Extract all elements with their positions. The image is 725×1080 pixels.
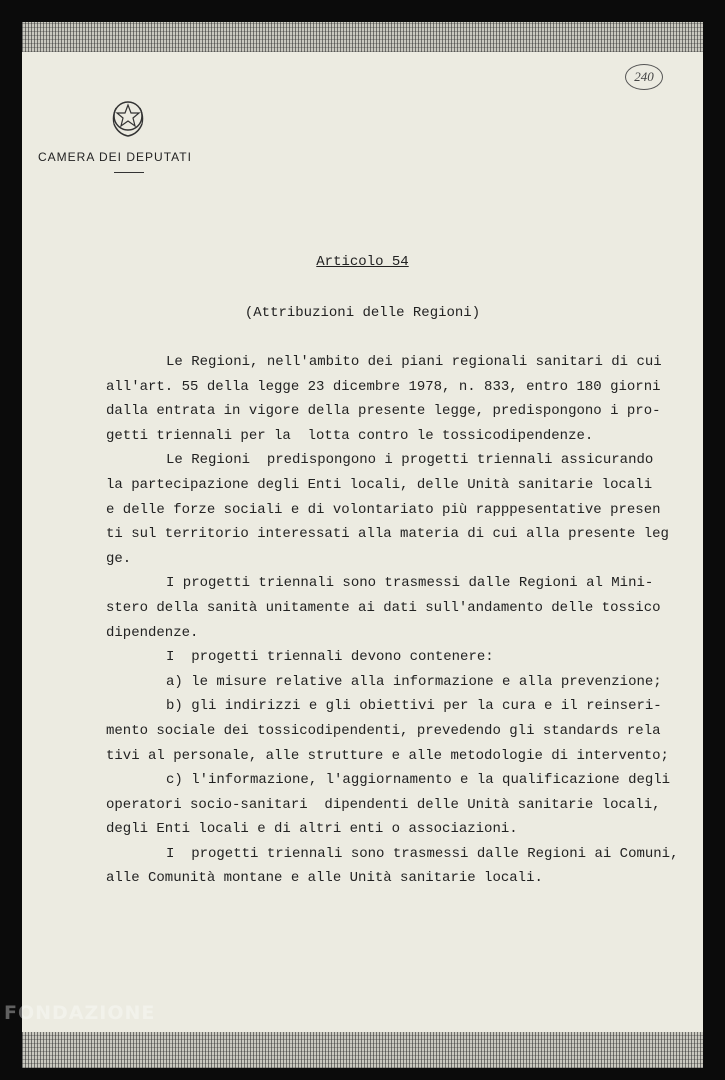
- header-divider: [114, 172, 144, 173]
- text-line: mento sociale dei tossicodipendenti, prevedendo gli standards rela: [106, 722, 661, 739]
- text-line: Le Regioni predispongono i progetti triennali assicurando: [166, 452, 654, 469]
- text-line: stero della sanità unitamente ai dati sull'andamento delle tossico: [106, 599, 661, 616]
- text-line: getti triennali per la lotta contro le tossicodipendenze.: [106, 427, 594, 444]
- text-line: ti sul territorio interessati alla materia di cui alla presente leg: [106, 526, 669, 543]
- republic-emblem-icon: [108, 96, 148, 140]
- text-line: alle Comunità montane e alle Unità sanitarie locali.: [106, 870, 543, 887]
- text-line: degli Enti locali e di altri enti o associazioni.: [106, 821, 518, 838]
- document-page: [22, 22, 703, 1068]
- article-subtitle: (Attribuzioni delle Regioni): [244, 305, 481, 321]
- text-line: ge.: [106, 550, 132, 567]
- text-line: all'art. 55 della legge 23 dicembre 1978, n. 833, entro 180 giorni: [106, 378, 661, 395]
- scan-border-top: [22, 22, 703, 52]
- text-line: I progetti triennali devono contenere:: [166, 649, 494, 666]
- scan-border-bottom: [22, 1032, 703, 1068]
- text-line: la partecipazione degli Enti locali, delle Unità sanitarie locali: [106, 476, 653, 493]
- watermark: FONDAZIONE: [4, 1002, 156, 1024]
- article-title: Articolo 54: [316, 254, 409, 270]
- text-line: tivi al personale, alle strutture e alle metodologie di intervento;: [106, 747, 669, 764]
- list-item: b) gli indirizzi e gli obiettivi per la cura e il reinseri-: [166, 698, 662, 715]
- text-line: dipendenze.: [106, 624, 199, 641]
- article-body: [106, 350, 686, 891]
- text-line: I progetti triennali sono trasmessi dalle Regioni al Mini-: [166, 575, 654, 592]
- institution-name: CAMERA DEI DEPUTATI: [38, 150, 192, 164]
- list-item: a) le misure relative alla informazione e alla prevenzione;: [166, 673, 662, 690]
- text-line: dalla entrata in vigore della presente legge, predispongono i pro-: [106, 403, 661, 420]
- text-line: I progetti triennali sono trasmessi dalle Regioni ai Comuni,: [166, 845, 679, 862]
- text-line: operatori socio-sanitari dipendenti delle Unità sanitarie locali,: [106, 796, 661, 813]
- page-number-stamp: 240: [625, 64, 663, 90]
- list-item: c) l'informazione, l'aggiornamento e la qualificazione degli: [166, 772, 671, 789]
- text-line: Le Regioni, nell'ambito dei piani regionali sanitari di cui: [166, 354, 662, 370]
- text-line: e delle forze sociali e di volontariato più rapppesentative presen: [106, 501, 661, 518]
